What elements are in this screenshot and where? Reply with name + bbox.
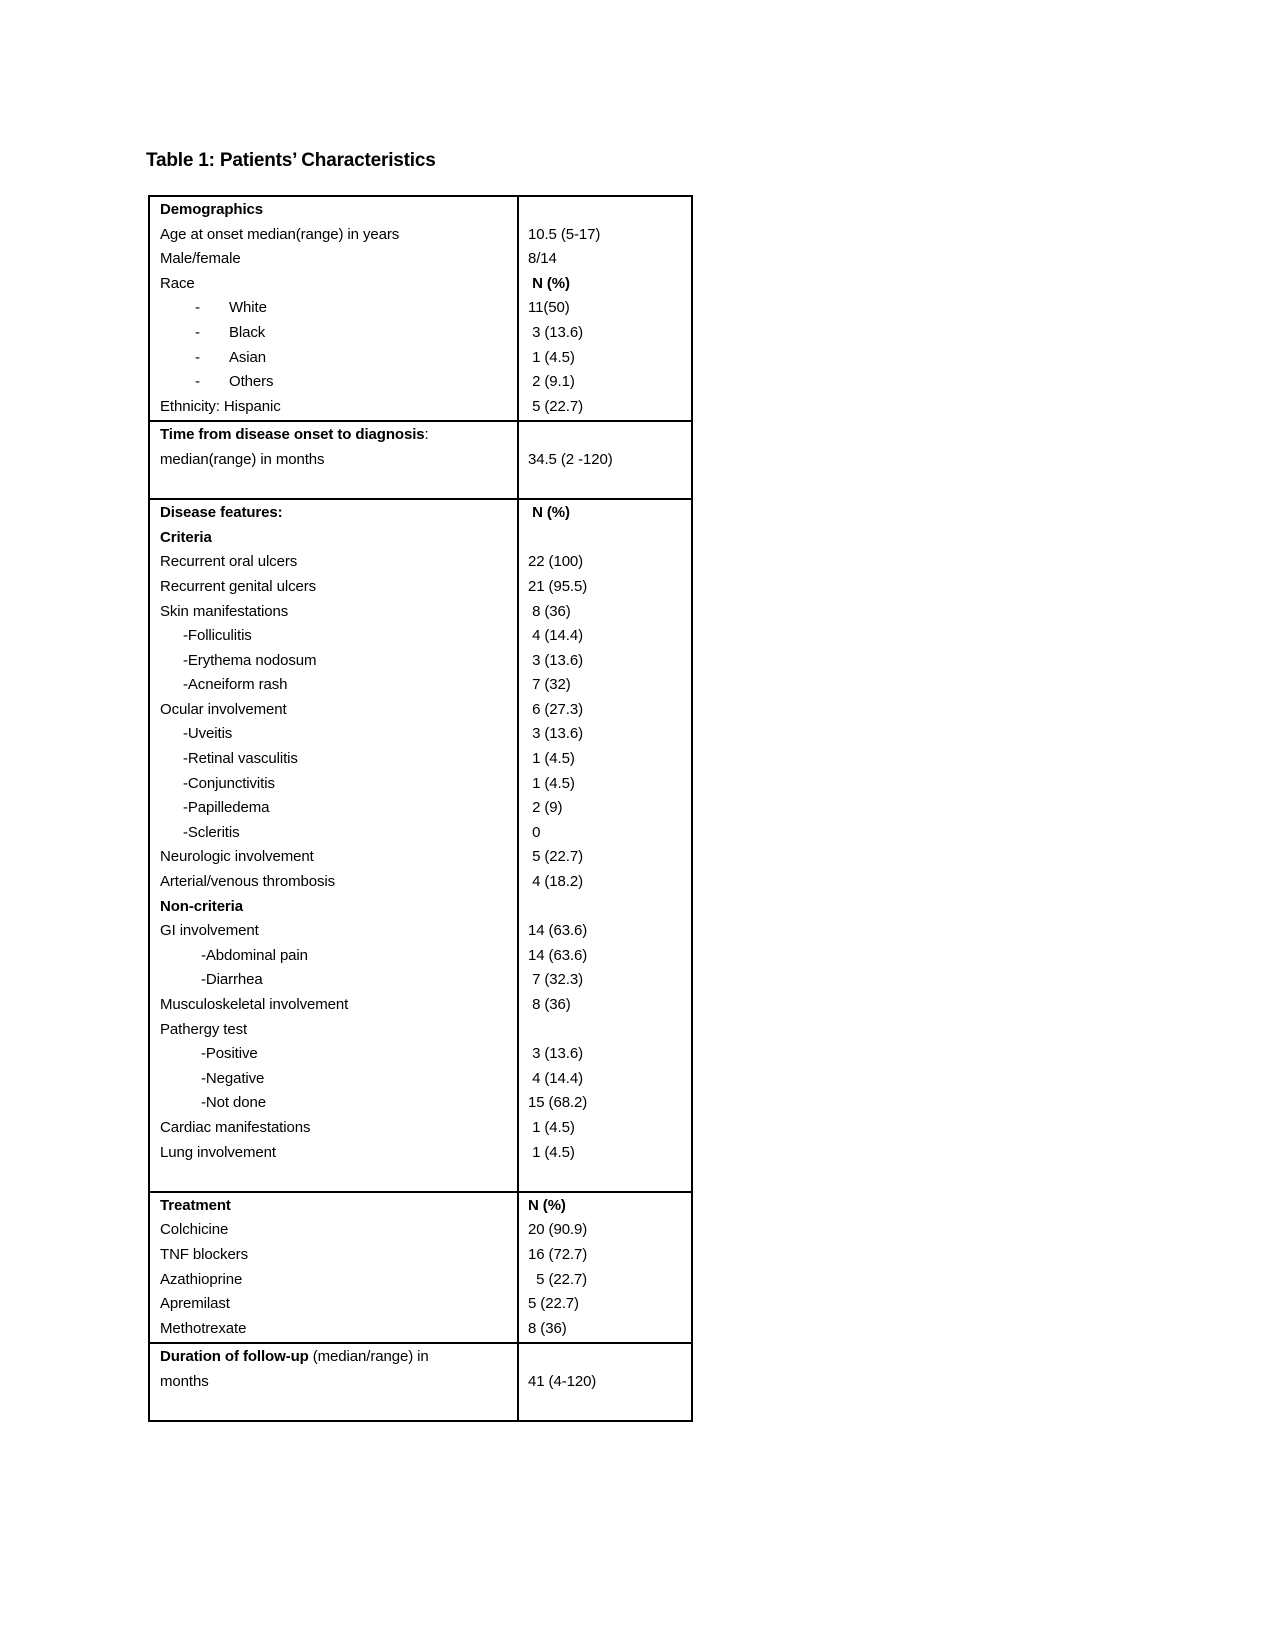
list-item-text: Others bbox=[229, 373, 274, 391]
row-value: 14 (63.6) bbox=[528, 946, 588, 964]
row-label: Arterial/venous thrombosis bbox=[160, 873, 335, 891]
row-label: -Uveitis bbox=[183, 725, 233, 743]
table-row bbox=[150, 1317, 691, 1342]
row-value: 1 (4.5) bbox=[528, 1143, 575, 1161]
row-value bbox=[519, 198, 691, 223]
table-row bbox=[150, 993, 691, 1018]
row-value: 7 (32.3) bbox=[528, 971, 583, 989]
row-label: -Negative bbox=[201, 1069, 265, 1087]
table-row bbox=[150, 1091, 691, 1116]
row-label: Disease features: bbox=[160, 504, 283, 522]
row-label: Age at onset median(range) in years bbox=[160, 225, 400, 243]
row-value: 0 bbox=[528, 823, 541, 841]
row-value: 20 (90.9) bbox=[528, 1221, 588, 1239]
row-label bbox=[150, 370, 519, 395]
row-value: 5 (22.7) bbox=[528, 1270, 588, 1288]
row-label-bold-part: Time from disease onset to diagnosis bbox=[160, 426, 425, 444]
row-label: -Abdominal pain bbox=[201, 946, 308, 964]
table-row bbox=[150, 1067, 691, 1092]
row-value: N (%) bbox=[528, 1196, 566, 1214]
row-label: Lung involvement bbox=[160, 1143, 276, 1161]
row-label: -Conjunctivitis bbox=[183, 774, 275, 792]
list-dash: - bbox=[195, 373, 200, 391]
row-value: 2 (9) bbox=[528, 799, 563, 817]
table-row bbox=[150, 272, 691, 297]
row-label: Musculoskeletal involvement bbox=[160, 996, 349, 1013]
row-value: 7 (32) bbox=[528, 676, 571, 694]
row-label: Cardiac manifestations bbox=[160, 1118, 311, 1136]
table-row bbox=[150, 649, 691, 674]
row-value: 34.5 (2 -120) bbox=[528, 450, 613, 468]
table-row bbox=[150, 1116, 691, 1141]
table-row bbox=[150, 1370, 691, 1395]
table-row bbox=[150, 1018, 691, 1043]
table-row bbox=[150, 448, 691, 473]
list-item-text: Black bbox=[229, 323, 266, 341]
list-dash: - bbox=[195, 299, 200, 317]
row-value: 3 (13.6) bbox=[528, 651, 583, 669]
page-title: Table 1: Patients’ Characteristics bbox=[146, 150, 436, 171]
row-label: -Folliculitis bbox=[183, 627, 252, 645]
row-label bbox=[150, 321, 519, 346]
row-value: 5 (22.7) bbox=[528, 1295, 579, 1313]
row-label: -Diarrhea bbox=[201, 971, 263, 989]
table-row bbox=[150, 968, 691, 993]
row-label: median(range) in months bbox=[160, 450, 325, 468]
row-label: Neurologic involvement bbox=[160, 848, 314, 866]
row-label: Non-criteria bbox=[160, 897, 243, 915]
row-value: 4 (14.4) bbox=[528, 1069, 583, 1087]
row-value: 3 (13.6) bbox=[528, 1045, 583, 1063]
row-label: -Scleritis bbox=[183, 823, 240, 841]
table-row bbox=[150, 895, 691, 920]
row-value: 4 (18.2) bbox=[528, 873, 583, 891]
row-value: N (%) bbox=[528, 504, 570, 522]
row-value: N (%) bbox=[528, 274, 570, 292]
table-section-time-to-diagnosis bbox=[150, 422, 691, 500]
row-label bbox=[150, 346, 519, 371]
list-dash: - bbox=[195, 348, 200, 366]
table-section-demographics bbox=[150, 197, 691, 422]
table-row bbox=[150, 1268, 691, 1293]
table-row bbox=[150, 944, 691, 969]
table-row bbox=[150, 346, 691, 371]
table-row bbox=[150, 198, 691, 223]
row-value bbox=[519, 1395, 691, 1420]
row-label: Ethnicity: Hispanic bbox=[160, 397, 281, 415]
table-row bbox=[150, 821, 691, 846]
row-label: -Erythema nodosum bbox=[183, 651, 317, 669]
table-row bbox=[150, 698, 691, 723]
row-label: Recurrent oral ulcers bbox=[160, 553, 298, 571]
row-value: 2 (9.1) bbox=[528, 373, 575, 391]
row-label bbox=[150, 473, 519, 498]
row-value: 15 (68.2) bbox=[528, 1094, 588, 1112]
row-label-part: : bbox=[424, 426, 429, 444]
row-label bbox=[150, 1395, 519, 1420]
row-label: -Retinal vasculitis bbox=[183, 750, 298, 768]
table-row bbox=[150, 247, 691, 272]
row-value: 6 (27.3) bbox=[528, 700, 583, 718]
table-row bbox=[150, 1141, 691, 1166]
row-value: 8/14 bbox=[528, 250, 557, 268]
row-label: Methotrexate bbox=[160, 1319, 247, 1337]
row-label: -Positive bbox=[201, 1045, 258, 1063]
row-value: 10.5 (5-17) bbox=[528, 225, 601, 243]
row-value bbox=[519, 1165, 691, 1190]
table-row bbox=[150, 673, 691, 698]
row-value: 8 (36) bbox=[528, 996, 571, 1013]
table-row bbox=[150, 722, 691, 747]
row-label: GI involvement bbox=[160, 922, 259, 940]
table-row bbox=[150, 845, 691, 870]
row-value: 21 (95.5) bbox=[528, 577, 588, 595]
table-row bbox=[150, 526, 691, 551]
row-label bbox=[150, 423, 519, 448]
table-row bbox=[150, 1042, 691, 1067]
row-value bbox=[519, 473, 691, 498]
table-row bbox=[150, 600, 691, 625]
row-label: Skin manifestations bbox=[160, 602, 289, 620]
table-row bbox=[150, 1395, 691, 1420]
row-value: 5 (22.7) bbox=[528, 848, 583, 866]
table-row bbox=[150, 370, 691, 395]
row-value: 1 (4.5) bbox=[528, 348, 575, 366]
row-label: Pathergy test bbox=[160, 1020, 248, 1038]
list-dash: - bbox=[195, 323, 200, 341]
row-label bbox=[150, 1165, 519, 1190]
row-value bbox=[519, 1018, 691, 1043]
table-row bbox=[150, 550, 691, 575]
row-value bbox=[519, 423, 691, 448]
row-label: -Papilledema bbox=[183, 799, 270, 817]
row-value bbox=[519, 1345, 691, 1370]
table-row bbox=[150, 1165, 691, 1190]
row-label: Apremilast bbox=[160, 1295, 230, 1313]
row-value: 1 (4.5) bbox=[528, 774, 575, 792]
table-row bbox=[150, 395, 691, 420]
table-row bbox=[150, 1218, 691, 1243]
row-label: Colchicine bbox=[160, 1221, 229, 1239]
list-item-text: White bbox=[229, 299, 267, 317]
table-row bbox=[150, 772, 691, 797]
row-label-bold-part: Duration of follow-up bbox=[160, 1348, 309, 1366]
table-section-follow-up bbox=[150, 1344, 691, 1420]
table-row bbox=[150, 423, 691, 448]
row-value: 4 (14.4) bbox=[528, 627, 583, 645]
row-value: 3 (13.6) bbox=[528, 323, 583, 341]
table-row bbox=[150, 223, 691, 248]
row-value bbox=[519, 895, 691, 920]
row-value: 8 (36) bbox=[528, 602, 571, 620]
row-label: Azathioprine bbox=[160, 1270, 243, 1288]
table-row bbox=[150, 796, 691, 821]
row-label: Recurrent genital ulcers bbox=[160, 577, 317, 595]
row-value: 1 (4.5) bbox=[528, 1118, 575, 1136]
table-row bbox=[150, 321, 691, 346]
row-value bbox=[519, 526, 691, 551]
row-label: TNF blockers bbox=[160, 1245, 248, 1263]
list-item-text: Asian bbox=[229, 348, 267, 366]
row-value: 41 (4-120) bbox=[528, 1372, 597, 1390]
table-row bbox=[150, 575, 691, 600]
table-section-disease-features bbox=[150, 500, 691, 1193]
row-label: Criteria bbox=[160, 528, 212, 546]
row-label: months bbox=[160, 1372, 209, 1390]
row-label: Treatment bbox=[160, 1196, 231, 1214]
row-label: -Acneiform rash bbox=[183, 676, 288, 694]
row-value: 3 (13.6) bbox=[528, 725, 583, 743]
row-label: -Not done bbox=[201, 1094, 266, 1112]
row-value: 14 (63.6) bbox=[528, 922, 588, 940]
row-label: Male/female bbox=[160, 250, 241, 268]
table-row bbox=[150, 1194, 691, 1219]
table-row bbox=[150, 501, 691, 526]
table-row bbox=[150, 1292, 691, 1317]
row-value: 11(50) bbox=[528, 299, 570, 317]
table-row bbox=[150, 296, 691, 321]
row-label: Ocular involvement bbox=[160, 700, 287, 718]
row-label: Demographics bbox=[160, 201, 263, 218]
row-label bbox=[150, 296, 519, 321]
patients-characteristics-table bbox=[148, 195, 693, 1422]
table-row bbox=[150, 1345, 691, 1370]
row-label bbox=[150, 1345, 519, 1370]
table-row bbox=[150, 473, 691, 498]
row-value: 8 (36) bbox=[528, 1319, 567, 1337]
table-row bbox=[150, 624, 691, 649]
row-value: 22 (100) bbox=[528, 553, 584, 571]
table-row bbox=[150, 919, 691, 944]
table-row bbox=[150, 747, 691, 772]
row-label-part: (median/range) in bbox=[308, 1348, 429, 1366]
row-value: 16 (72.7) bbox=[528, 1245, 588, 1263]
row-label: Race bbox=[160, 274, 195, 292]
table-row bbox=[150, 1243, 691, 1268]
row-value: 1 (4.5) bbox=[528, 750, 575, 768]
table-section-treatment bbox=[150, 1193, 691, 1345]
row-value: 5 (22.7) bbox=[528, 397, 583, 415]
table-row bbox=[150, 870, 691, 895]
